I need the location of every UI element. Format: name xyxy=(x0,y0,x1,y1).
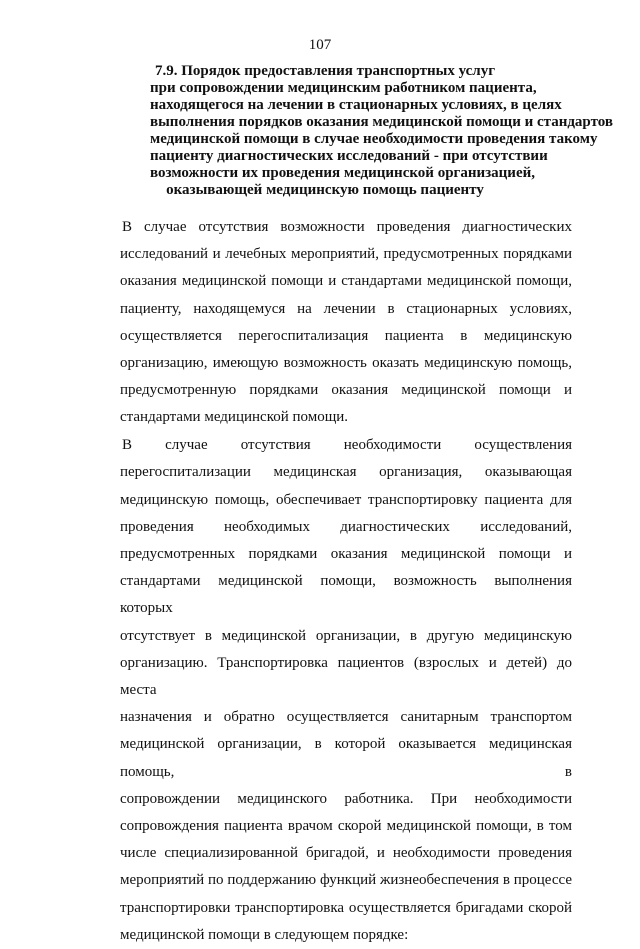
paragraph-line: оказания медицинской помощи и стандартами медицинской помощи, xyxy=(120,273,572,290)
paragraph-line: проведения необходимых диагностических исследований, xyxy=(120,518,572,535)
heading-line: пациенту диагностических исследований - при отсутствии xyxy=(150,148,548,164)
paragraph-line: сопровождения пациента врачом скорой медицинской помощи, в том xyxy=(120,818,572,835)
paragraph-1 xyxy=(120,214,572,432)
paragraph-line: сопровождении медицинского работника. При необходимости xyxy=(120,790,572,807)
paragraph-line: медицинской помощи в следующем порядке: xyxy=(120,926,409,943)
paragraph-line: В случае отсутствия возможности проведения диагностических xyxy=(122,219,572,235)
paragraph-line: пациенту, находящемуся на лечении в стационарных условиях, xyxy=(120,300,572,317)
paragraph-line: транспортировки транспортировка осуществляется бригадами скорой xyxy=(120,899,572,916)
paragraph-2 xyxy=(120,432,572,949)
paragraph-line: назначения и обратно осуществляется санитарным транспортом xyxy=(120,709,572,726)
paragraph-line: числе специализированной бригадой, и необходимости проведения xyxy=(120,845,572,862)
heading-line: 7.9. Порядок предоставления транспортных услуг xyxy=(154,63,496,79)
heading-line: выполнения порядков оказания медицинской помощи и стандартов xyxy=(150,114,613,130)
paragraph-line: предусмотренную порядками оказания медицинской помощи и xyxy=(120,382,572,399)
heading-line: возможности их проведения медицинской организацией, xyxy=(150,165,535,181)
heading-line: находящегося на лечении в стационарных условиях, в целях xyxy=(150,97,562,113)
paragraph-line: исследований и лечебных мероприятий, предусмотренных порядками xyxy=(120,246,572,263)
section-heading xyxy=(150,63,613,199)
heading-line: при сопровождении медицинским работником пациента, xyxy=(150,80,537,96)
paragraph-line: организацию, имеющую возможность оказать медицинскую помощь, xyxy=(120,355,572,372)
paragraph-line: В случае отсутствия необходимости осуществления xyxy=(122,437,572,454)
paragraph-line: мероприятий по поддержанию функций жизнеобеспечения в процессе xyxy=(120,872,572,889)
paragraph-line: осуществляется перегоспитализация пациента в медицинскую xyxy=(120,327,572,344)
paragraph-line: отсутствует в медицинской организации, в другую медицинскую xyxy=(120,627,572,644)
heading-line: оказывающей медицинскую помощь пациенту xyxy=(166,182,484,198)
paragraph-line: организацию. Транспортировка пациентов (взрослых и детей) до места xyxy=(120,654,572,699)
body-text xyxy=(120,214,572,949)
paragraph-line: стандартами медицинской помощи, возможность выполнения которых xyxy=(120,573,572,617)
page-number: 107 xyxy=(308,37,332,53)
paragraph-line: медицинской организации, в которой оказывается медицинская помощь, в xyxy=(120,736,572,780)
paragraph-line: предусмотренных порядками оказания медицинской помощи и xyxy=(120,546,572,563)
paragraph-line: стандартами медицинской помощи. xyxy=(120,409,349,426)
heading-line: медицинской помощи в случае необходимости проведения такому xyxy=(150,131,598,147)
paragraph-line: перегоспитализации медицинская организация, оказывающая xyxy=(120,464,572,481)
paragraph-line: медицинскую помощь, обеспечивает транспортировку пациента для xyxy=(120,491,572,508)
